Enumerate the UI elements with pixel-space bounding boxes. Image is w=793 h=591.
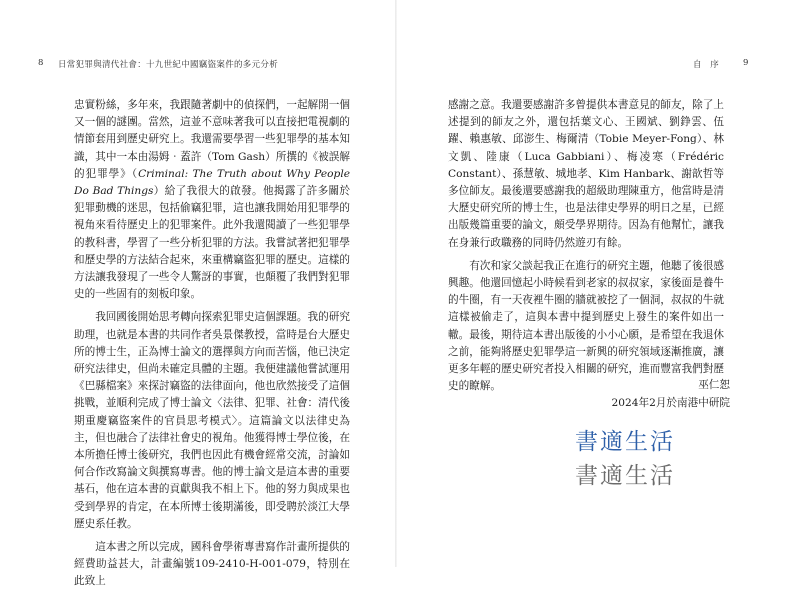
publisher-logo-gray: 書適生活 [575, 463, 675, 489]
publisher-logo-blue: 書適生活 [575, 429, 675, 455]
left-running-title: 日常犯罪與清代社會：十九世紀中國竊盜案件的多元分析 [58, 60, 279, 70]
right-page-body [448, 97, 724, 395]
right-paragraph-2: 有次和家父談起我正在進行的研究主題，他聽了後很感興趣。他還回憶起小時候看到老家的叔叔家，家後面是養牛的牛圈，有一天夜裡牛圈的牆就被挖了一個洞，叔叔的牛就這樣被偷走了，這與本書中提到歷史上發生的案件如出一轍。最後，期待這本書出版後的小小心願，是希望在我退休之前，能夠將歷史犯罪學這一新興的研究領域逐漸推廣，讓更多年輕的歷史研究者投入相關的研究，進而豐富我們對歷史的瞭解。 [448, 259, 724, 393]
left-p1-end-text: ）給了我很大的啟發。他揭露了許多關於犯罪動機的迷思，包括偷竊犯罪，這也讓我開始用犯罪學的視角來看待歷史上的犯罪案件。此外我還閱讀了一些犯罪學的教科書，學習了一些分析犯罪的方法。我嘗試著把犯罪學和歷史學的方法結合起來，來重構竊盜犯罪的歷史。這樣的方法讓我發現了一些令人驚訝的事實，也顛覆了我們對犯罪史的一些固有的刻板印象。 [74, 185, 351, 301]
left-page-body [74, 97, 350, 591]
signature-date: 2024年2月於南港中研院 [611, 397, 730, 409]
book-title-italic: Criminal: The Truth about Why People Do Bad Things [74, 167, 350, 198]
left-paragraph-3: 這本書之所以完成，國科會學術專書寫作計畫所提供的經費助益甚大，計畫編號109-2410-H-001-079，特別在此致上 [74, 541, 350, 588]
page-gutter [395, 0, 397, 567]
right-running-title: 自 序 [693, 60, 722, 70]
left-paragraph-2: 我回國後開始思考轉向探索犯罪史這個課題。我的研究助理，也就是本書的共同作者吳景傑教授，當時是台大歷史所的博士生，正為博士論文的選擇與方向而苦惱，他已決定研究法律史，但尚未確定具體的主題。我便建議他嘗試運用《巴縣檔案》來探討竊盜的法律面向，他也欣然接受了這個挑戰，並順利完成了博士論文〈法律、犯罪、社會：清代後期重慶竊盜案件的官員思考模式〉。這篇論文以法律史為主，但也融合了法律社會史的視角。他獲得博士學位後，在本所擔任博士後研究，我們也因此有機會經常交流，討論如何合作改寫論文與撰寫專書。他的博士論文是這本書的重要基石，他在這本書的貢獻與我不相上下。他的努力與成果也受到學界的肯定，在本所博士後期滿後，即受聘於淡江大學歷史系任教。 [74, 311, 350, 530]
right-page-number: 9 [743, 58, 749, 68]
left-paragraph-1 [74, 97, 350, 303]
right-paragraph-1: 感謝之意。我還要感謝許多曾提供本書意見的師友，除了上述提到的師友之外，還包括葉文心、王國斌、劉錚雲、伍躍、賴惠敏、邱澎生、梅爾清（Tobie Meyer-Fong）、林文凱、陸康（Luca Gabbiani）、梅凌寒（Frédéric Constant）、孫慧敏、城地孝、Kim Hanbark、謝歆哲等多位師友。最後還要感謝我的超級助理陳重方，他當時是清大歷史研究所的博士生，也是法律史學界的明日之星，已經出版幾篇重要的論文，頗受學界期待。因為有他幫忙，讓我在身兼行政職務的同時仍然遊刃有餘。 [448, 99, 724, 249]
left-page-number: 8 [38, 58, 44, 68]
left-p1-text: 忠實粉絲，多年來，我跟隨著劇中的偵探們，一起解開一個又一個的謎團。當然，這並不意味著我可以直接把電視劇的情節套用到歷史研究上。我還需要學習一些犯罪學的基本知識，其中一本由湯姆‧蓋許（Tom Gash）所撰的《被誤解的犯罪學》（ [74, 99, 350, 180]
author-signature: 巫仁恕 [698, 379, 730, 391]
